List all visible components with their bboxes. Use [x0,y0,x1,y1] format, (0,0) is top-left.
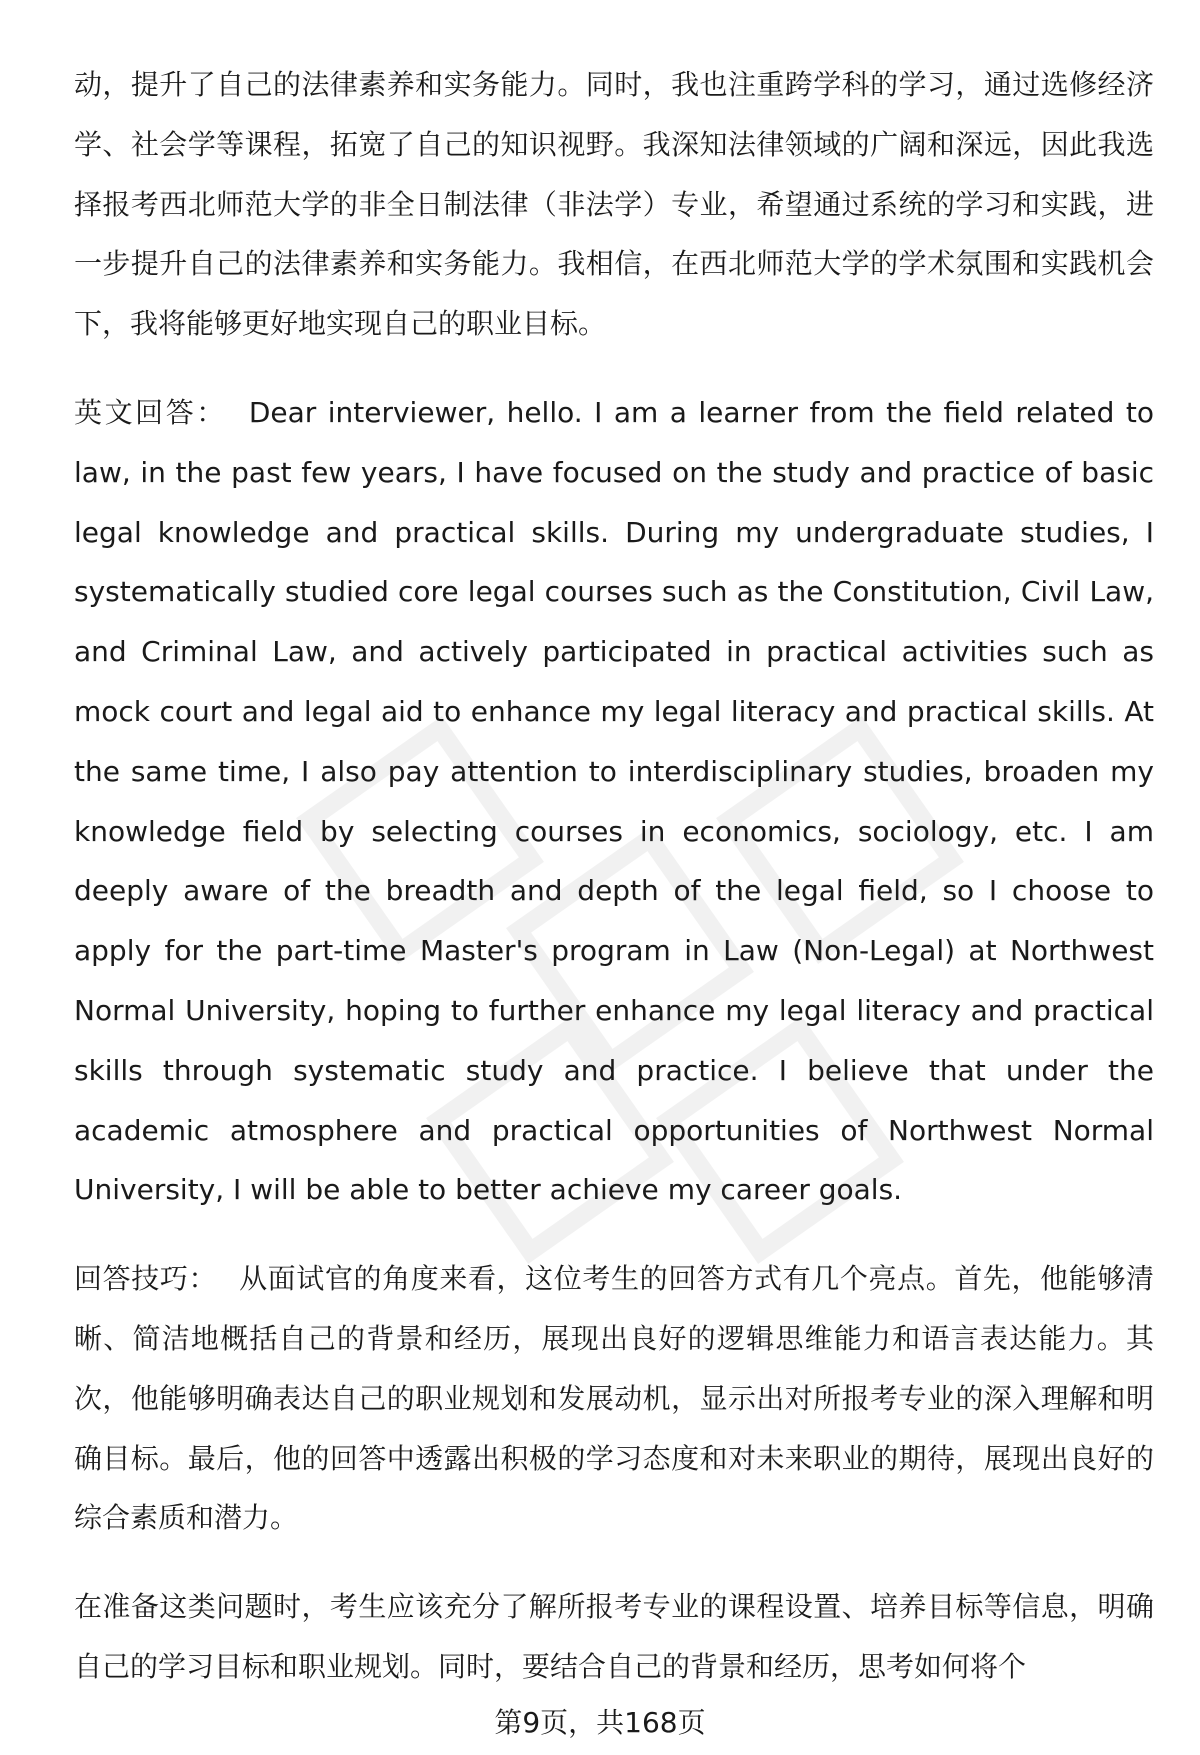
answer-tips-label: 回答技巧： [74,1262,218,1296]
page-number-footer: 第9页，共168页 [494,1706,706,1739]
document-body [74,55,1154,1726]
paragraph-text: 在准备这类问题时，考生应该充分了解所报考专业的课程设置、培养目标等信息，明确自己的学习目标和职业规划。同时，要结合自己的背景和经历，思考如何将个 [74,1590,1154,1683]
english-answer-label: 英文回答： [74,395,227,429]
paragraph-answer-tips [74,1249,1154,1548]
paragraph-text: Dear interviewer, hello. I am a learner from the field related to law, in the past few years, I have focused on the study and practice of basic legal knowledge and practical skills. During my undergraduate studies, I systematically studied core legal courses such as the Constitution, Civil Law, and Criminal Law, and actively participated in practical activities such as mock court and legal aid to enhance my legal literacy and practical skills. At the same time, I also pay attention to interdisciplinary studies, broaden my knowledge field by selecting courses in economics, sociology, etc. I am deeply aware of the breadth and depth of the legal field, so I choose to apply for the part-time Master's program in Law (Non-Legal) at Northwest Normal University, hoping to further enhance my legal literacy and practical skills through systematic study and practice. I believe that under the academic atmosphere and practical opportunities of Northwest Normal University, I will be able to better achieve my career goals. [74,395,1154,1207]
paragraph-english-answer [74,383,1154,1220]
paragraph-chinese-answer-continued [74,55,1154,354]
paragraph-preparation-advice [74,1577,1154,1697]
paragraph-text: 动，提升了自己的法律素养和实务能力。同时，我也注重跨学科的学习，通过选修经济学、社会学等课程，拓宽了自己的知识视野。我深知法律领域的广阔和深远，因此我选择报考西北师范大学的非全日制法律（非法学）专业，希望通过系统的学习和实践，进一步提升自己的法律素养和实务能力。我相信，在西北师范大学的学术氛围和实践机会下，我将能够更好地实现自己的职业目标。 [74,68,1154,341]
paragraph-text: 从面试官的角度来看，这位考生的回答方式有几个亮点。首先，他能够清晰、简洁地概括自己的背景和经历，展现出良好的逻辑思维能力和语言表达能力。其次，他能够明确表达自己的职业规划和发展动机，显示出对所报考专业的深入理解和明确目标。最后，他的回答中透露出积极的学习态度和对未来职业的期待，展现出良好的综合素质和潜力。 [74,1262,1154,1535]
